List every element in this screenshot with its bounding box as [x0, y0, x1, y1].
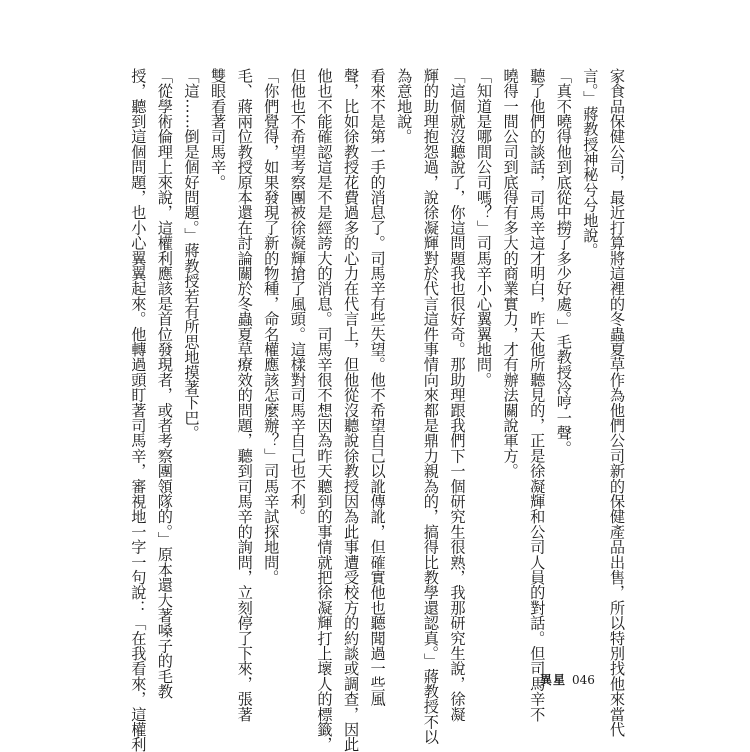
text-line: 輝的助理抱怨過，說徐凝輝對於代言這件事情向來都是鼎力親為的，搞得比教學還認真。」蔣教授不以 [421, 68, 440, 745]
text-line: 聲，比如徐教授花費過多的心力在代言上，但他從沒聽說徐教授因為此事遭受校方的約談或調查，因此 [342, 68, 361, 752]
text-line: 「這……倒是個好問題。」蔣教授若有所思地摸著下巴。 [182, 68, 201, 441]
text-line: 聽了他們的談話，司馬辛這才明白，昨天他所聽見的，正是徐凝輝和公司人員的對話。但司馬辛不 [528, 68, 547, 722]
text-line: 「這個就沒聽說了，你這問題我也很好奇。那助理跟我們下一個研究生很熟，我那研究生說，徐凝 [448, 68, 467, 722]
text-line: 授，聽到這個問題，也小心翼翼起來。他轉過頭盯著司馬辛，審視地一字一句說：「在我看來，這權利 [129, 68, 148, 752]
text-line: 但他也不希望考察團被徐凝輝搶了風頭。這樣對司馬辛自己也不利。 [288, 68, 307, 524]
text-line: 曉得一間公司到底得有多大的商業實力，才有辦法關說軍方。 [501, 68, 520, 479]
text-line: 「知道是哪間公司嗎？」司馬辛小心翼翼地問。 [475, 68, 494, 388]
text-line: 雙眼看著司馬辛。 [209, 68, 228, 190]
text-line: 言。」蔣教授神秘兮兮地說。 [581, 68, 600, 258]
text-line: 「你們覺得，如果發現了新的物種，命名權應該怎麼辦？」司馬辛試探地問。 [262, 68, 281, 585]
text-line: 「真不曉得他到底從中撈了多少好處。」毛教授冷哼一聲。 [554, 68, 573, 456]
page-footer [540, 673, 595, 687]
book-title: 異星 [540, 673, 567, 687]
text-line: 看來不是第一手的消息了。司馬辛有些失望。他不希望自己以訛傳訛，但確實他也聽聞過一些風 [368, 68, 387, 707]
text-line: 「從學術倫理上來說，這權利應該是首位發現者，或者考察團領隊的。」原本還大著嗓子的毛教 [155, 68, 174, 699]
text-line: 毛、蔣兩位教授原本還在討論關於冬蟲夏草療效的問題，聽到司馬辛的詢問，立刻停了下來，張著 [235, 68, 254, 722]
body-text [125, 68, 630, 752]
text-line: 家食品保健公司，最近打算將這裡的冬蟲夏草作為他們公司新的保健產品出售，所以特別找他來當代 [608, 68, 626, 737]
page-number: 046 [572, 673, 595, 687]
text-line: 他也不能確認這是不是經誇大的消息。司馬辛很不想因為昨天聽到的事情就把徐凝輝打上壞人的標籤， [315, 68, 334, 752]
text-line: 為意地說。 [395, 68, 414, 144]
